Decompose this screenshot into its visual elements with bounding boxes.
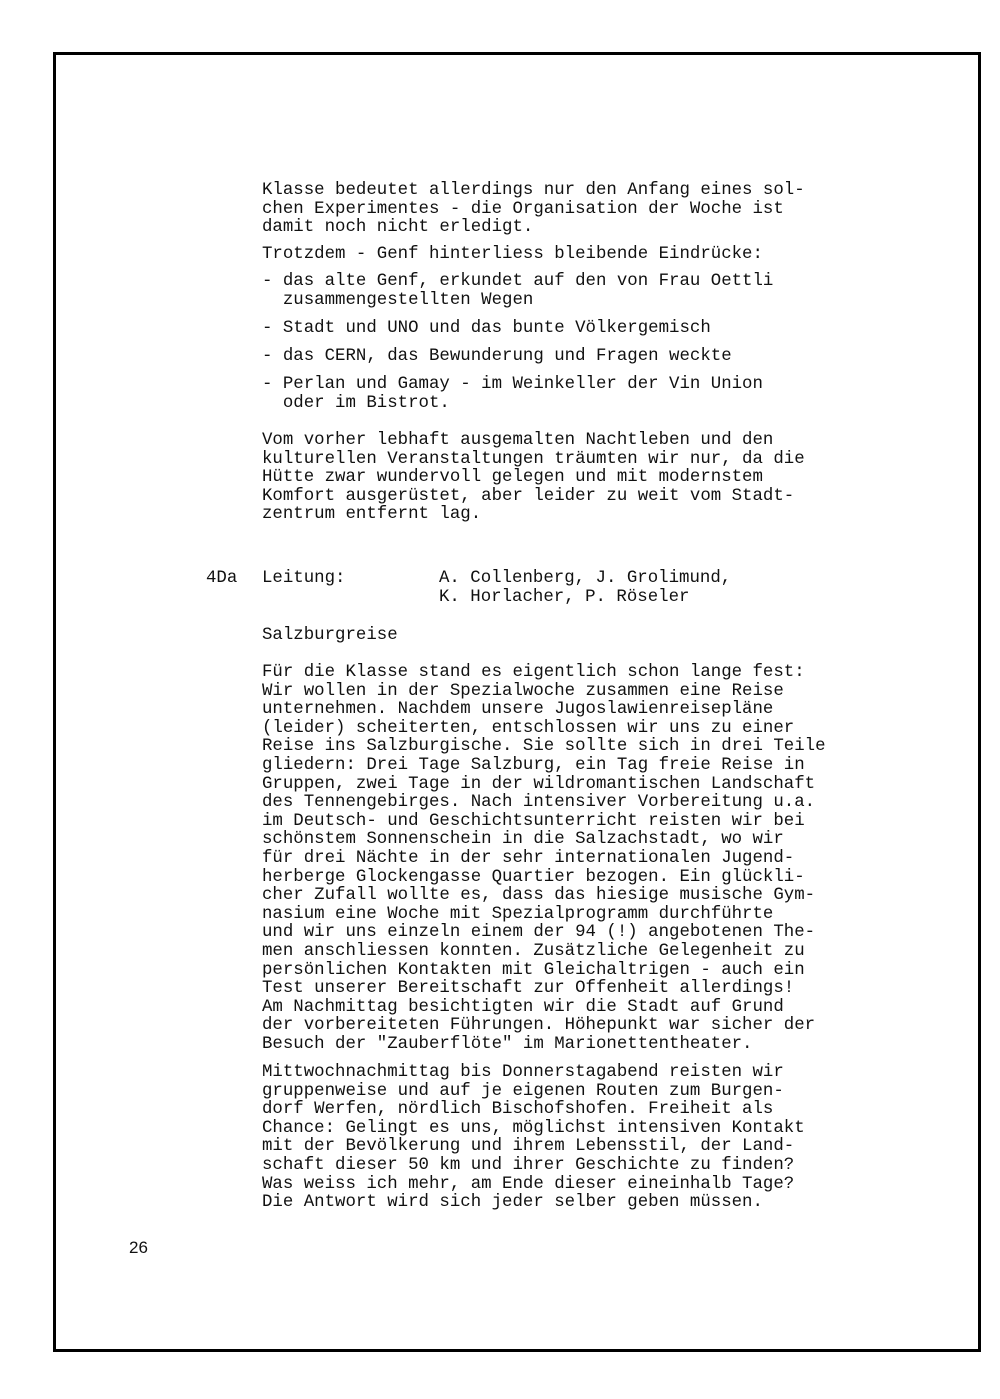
document-page — [56, 55, 978, 1349]
list-item: - das alte Genf, erkundet auf den von Frau Oettli zusammengestellten Wegen — [262, 272, 774, 310]
salzburg-paragraph: Für die Klasse stand es eigentlich schon lange fest: Wir wollen in der Spezialwoche zusammen eine Reise unternehmen. Nachdem unsere Jugoslawienreisepläne (leider) scheiterten, entschlossen wir uns zu einer Reise ins Salzburgische. Sie sollte sich in drei Teile gliedern: Drei Tage Salzburg, ein Tag freie Reise in Gruppen, zwei Tage in der wildromantischen Landschaft des Tennengebirges. Nach intensiver Vorbereitung u.a. im Deutsch- und Geschichtsunterricht reisten wir bei schönstem Sonnenschein in die Salzachstadt, wo wir für drei Nächte in der sehr internationalen Jugend- herberge Glockengasse Quartier bezogen. Ein glückli- cher Zufall wollte es, dass das hiesige musische Gym- nasium eine Woche mit Spezialprogramm durchführte und wir uns einzeln einem der 94 (!) angebotenen The- men anschliessen konnten. Zusätzliche Gelegenheit zu persönlichen Kontakten mit Gleichaltrigen - auch ein Test unserer Bereitschaft zur Offenheit allerdings! Am Nachmittag besichtigten wir die Stadt auf Grund der vorbereiteten Führungen. Höhepunkt war sicher der Besuch der "Zauberflöte" im Marionettentheater. — [262, 663, 826, 1054]
list-item: - Perlan und Gamay - im Weinkeller der Vin Union oder im Bistrot. — [262, 375, 763, 413]
leitung-names: A. Collenberg, J. Grolimund, K. Horlacher, P. Röseler — [439, 569, 732, 607]
intro-paragraph: Klasse bedeutet allerdings nur den Anfang eines sol- chen Experimentes - die Organisation der Woche ist damit noch nicht erledigt. — [262, 181, 805, 238]
leitung-label: Leitung: — [262, 569, 346, 588]
section-title: Salzburgreise — [262, 626, 398, 645]
page-border — [53, 52, 981, 1352]
impressions-heading: Trotzdem - Genf hinterliess bleibende Eindrücke: — [262, 245, 763, 264]
class-code: 4Da — [206, 569, 238, 588]
list-item: - Stadt und UNO und das bunte Völkergemisch — [262, 319, 711, 338]
werfen-paragraph: Mittwochnachmittag bis Donnerstagabend reisten wir gruppenweise und auf je eigenen Routen zum Burgen- dorf Werfen, nördlich Bischofshofen. Freiheit als Chance: Gelingt es uns, möglichst intensiven Kontakt mit der Bevölkerung und ihrem Lebensstil, der Land- schaft dieser 50 km und ihrer Geschichte zu finden? Was weiss ich mehr, am Ende dieser eineinhalb Tage? Die Antwort wird sich jeder selber geben müssen. — [262, 1063, 805, 1213]
nightlife-paragraph: Vom vorher lebhaft ausgemalten Nachtleben und den kulturellen Veranstaltungen träumten wir nur, da die Hütte zwar wundervoll gelegen und mit modernstem Komfort ausgerüstet, aber leider zu weit vom Stadt- zentrum entfernt lag. — [262, 431, 805, 525]
list-item: - das CERN, das Bewunderung und Fragen weckte — [262, 347, 732, 366]
page-number: 26 — [129, 1238, 148, 1257]
